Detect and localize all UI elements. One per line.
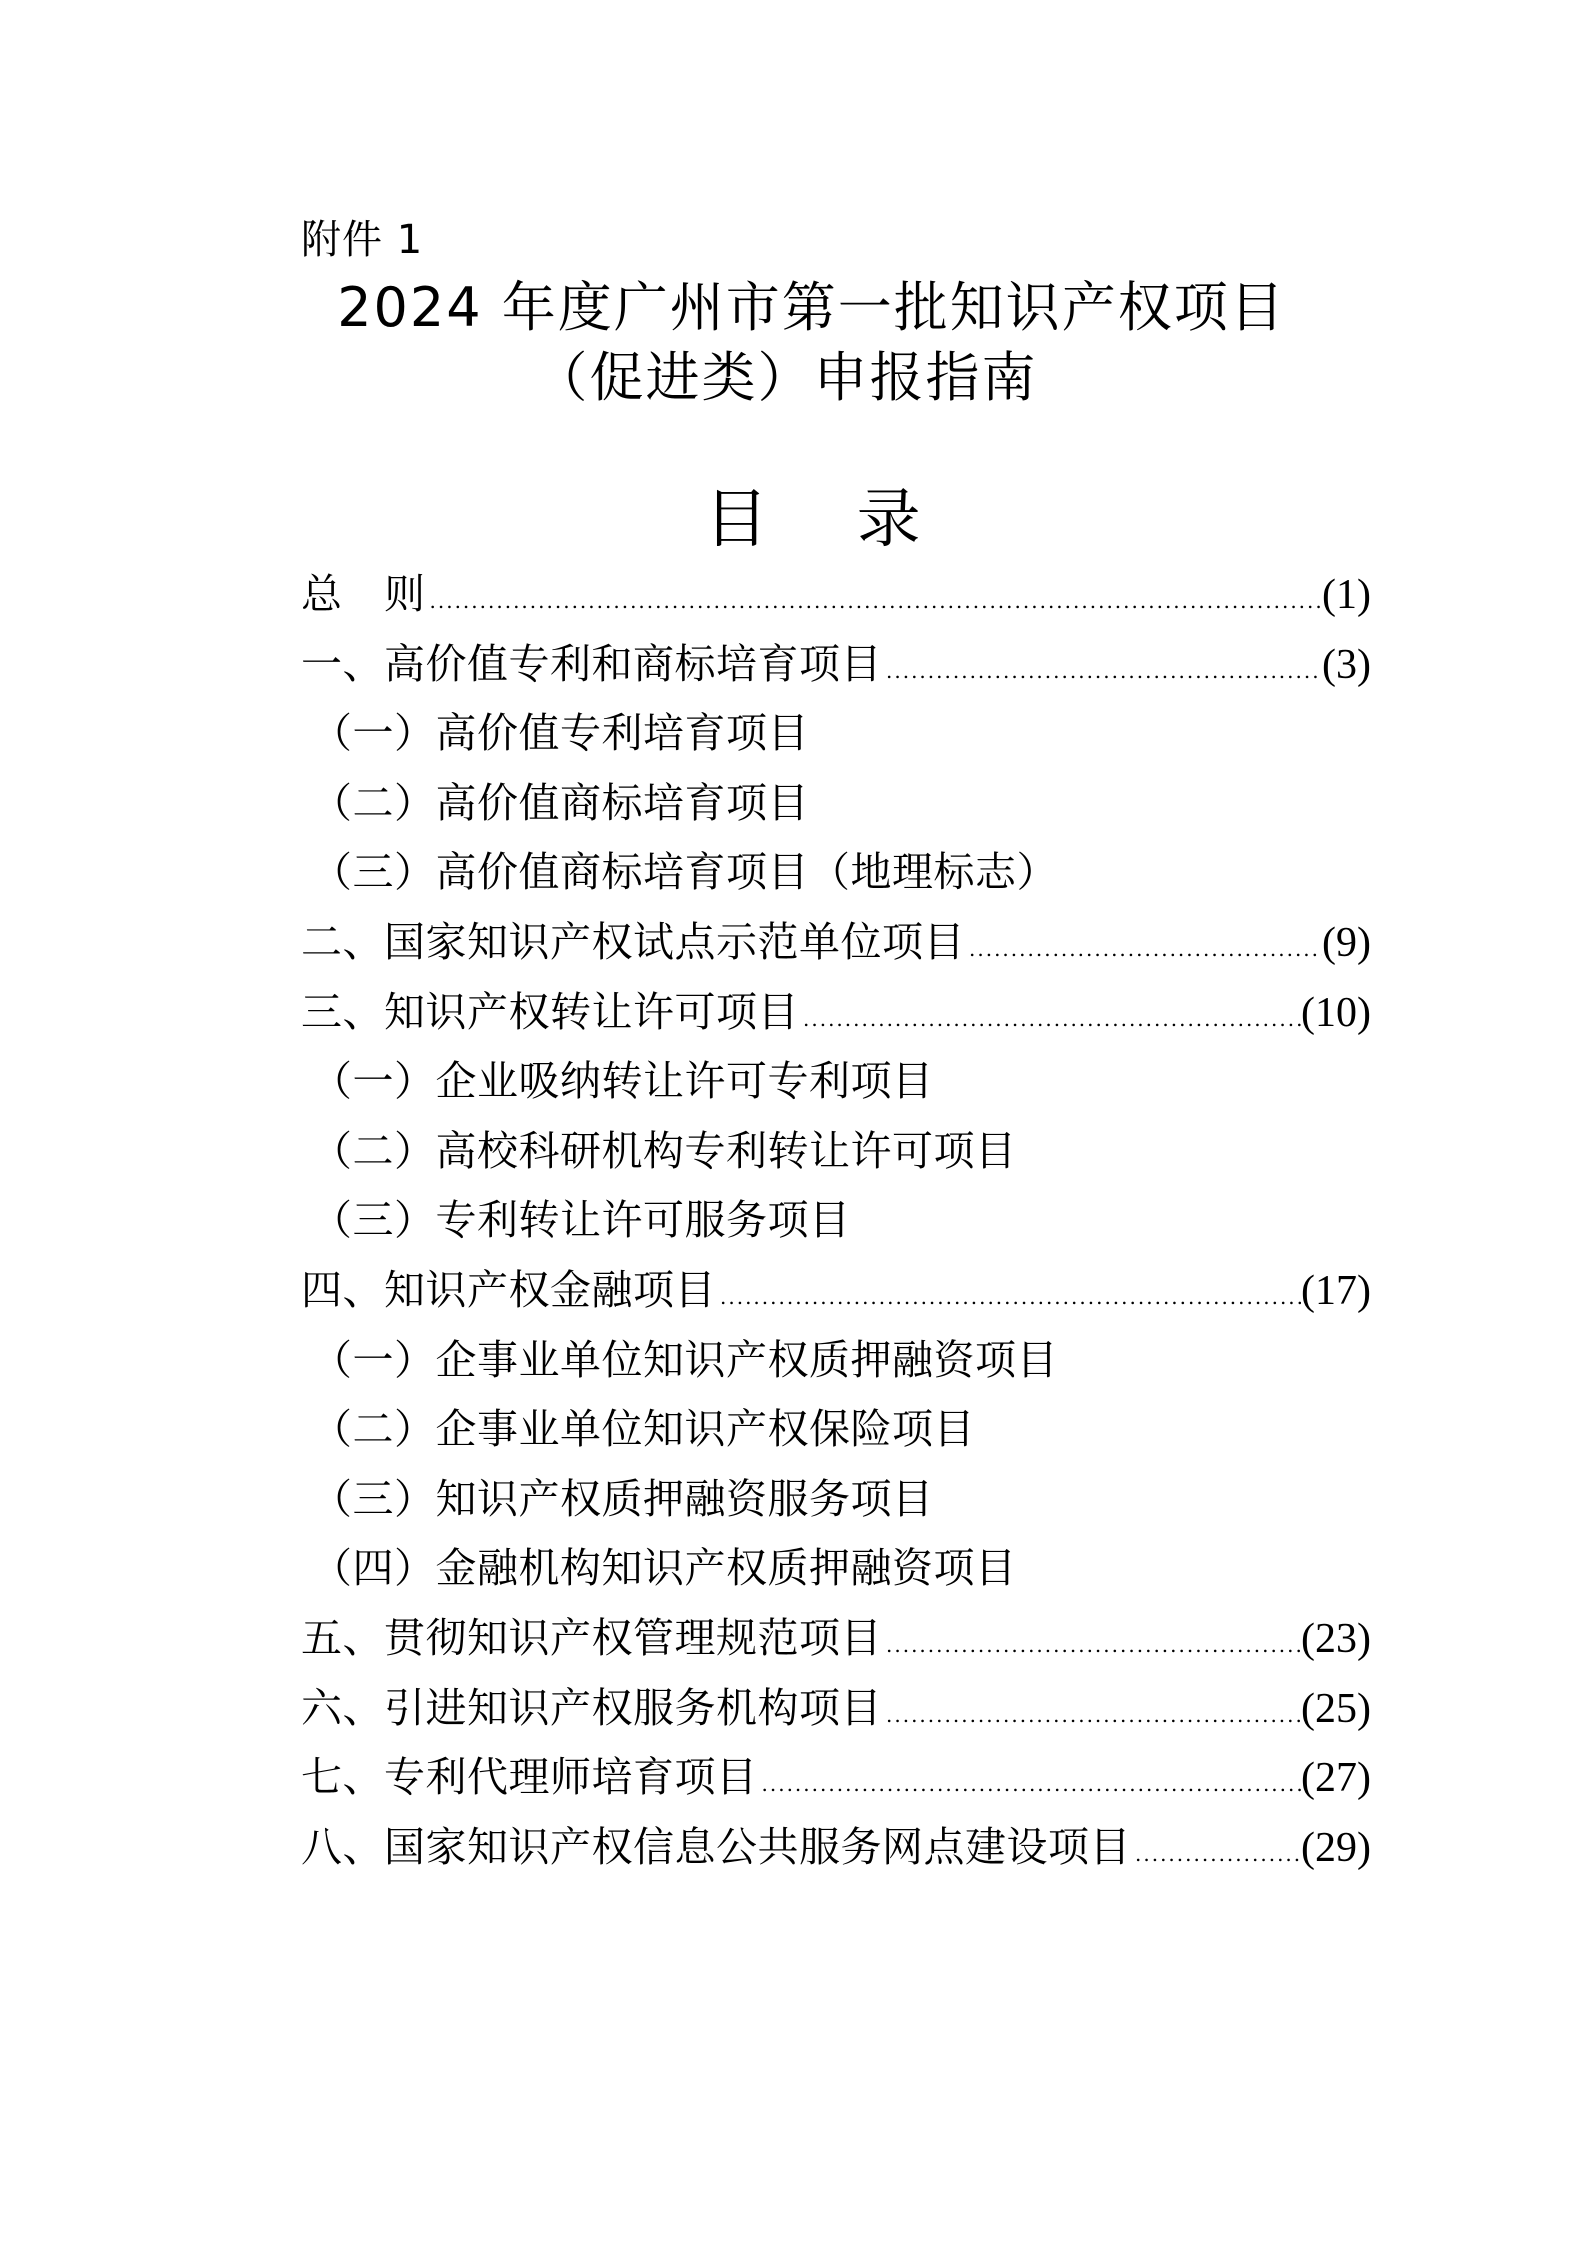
toc-entry-label: （二）高校科研机构专利转让许可项目: [311, 1126, 1017, 1175]
toc-entry: [301, 1674, 1371, 1744]
toc-dot-leader: [965, 915, 1322, 985]
toc-page-number: (9): [1322, 919, 1371, 966]
toc-entry: [301, 1395, 1371, 1465]
toc-entry: [301, 838, 1371, 908]
toc-entry-label: 一、高价值专利和商标培育项目: [301, 639, 882, 688]
toc-entry: [301, 769, 1371, 839]
toc-entry: [301, 1117, 1371, 1187]
toc-entry: [301, 978, 1371, 1048]
toc-page-number: (17): [1301, 1267, 1371, 1314]
toc-entry-label: 总 则: [301, 570, 426, 618]
toc-entry-label: （三）高价值商标培育项目（地理标志）: [311, 848, 1058, 897]
toc-entry: [301, 630, 1371, 700]
toc-dot-leader: [1131, 1820, 1301, 1890]
toc-entry-label: （一）企业吸纳转让许可专利项目: [311, 1057, 934, 1106]
toc-entry: [301, 560, 1371, 630]
toc-entry: [301, 1604, 1371, 1674]
toc-entry: [301, 699, 1371, 769]
toc-entry-label: （一）高价值专利培育项目: [311, 709, 809, 758]
toc-page-number: (10): [1301, 989, 1371, 1036]
toc-dot-leader: [716, 1263, 1301, 1333]
toc-entry: [301, 1534, 1371, 1604]
toc-entry-label: 八、国家知识产权信息公共服务网点建设项目: [301, 1822, 1131, 1871]
toc-entry: [301, 1465, 1371, 1535]
toc-entry-label: （三）知识产权质押融资服务项目: [311, 1474, 934, 1523]
toc-entry: [301, 1186, 1371, 1256]
toc-entry-label: （四）金融机构知识产权质押融资项目: [311, 1544, 1017, 1593]
toc-entry: [301, 1256, 1371, 1326]
toc-entry: [301, 908, 1371, 978]
toc-dot-leader: [882, 1681, 1301, 1751]
toc-entry-label: 五、贯彻知识产权管理规范项目: [301, 1613, 882, 1662]
toc-entry-label: 三、知识产权转让许可项目: [301, 987, 799, 1036]
toc-page-number: (23): [1301, 1615, 1371, 1662]
document-title-line-2: （促进类）申报指南: [533, 346, 1038, 409]
toc-page-number: (25): [1301, 1685, 1371, 1732]
table-of-contents: [301, 560, 1371, 1882]
toc-page-number: (1): [1322, 572, 1371, 618]
toc-entry-label: （二）高价值商标培育项目: [311, 778, 809, 827]
toc-heading: 目 录: [704, 483, 923, 557]
toc-entry-label: 七、专利代理师培育项目: [301, 1753, 758, 1802]
toc-dot-leader: [882, 1611, 1301, 1681]
toc-dot-leader: [426, 567, 1323, 637]
document-title-line-1: 2024 年度广州市第一批知识产权项目: [337, 276, 1286, 339]
toc-entry-label: 四、知识产权金融项目: [301, 1265, 716, 1314]
toc-entry-label: 二、国家知识产权试点示范单位项目: [301, 917, 965, 966]
toc-entry-label: （二）企事业单位知识产权保险项目: [311, 1405, 975, 1454]
toc-entry: [301, 1047, 1371, 1117]
toc-entry-label: （三）专利转让许可服务项目: [311, 1196, 851, 1245]
toc-entry: [301, 1326, 1371, 1396]
toc-page-number: (29): [1301, 1824, 1371, 1871]
toc-dot-leader: [882, 637, 1322, 707]
toc-entry: [301, 1743, 1371, 1813]
toc-page-number: (27): [1301, 1755, 1371, 1802]
attachment-label: 附件 1: [301, 217, 424, 263]
toc-entry-label: （一）企事业单位知识产权质押融资项目: [311, 1335, 1058, 1384]
toc-entry-label: 六、引进知识产权服务机构项目: [301, 1683, 882, 1732]
toc-entry: [301, 1813, 1371, 1883]
toc-page-number: (3): [1322, 641, 1371, 688]
toc-dot-leader: [799, 985, 1301, 1055]
toc-dot-leader: [758, 1750, 1302, 1820]
